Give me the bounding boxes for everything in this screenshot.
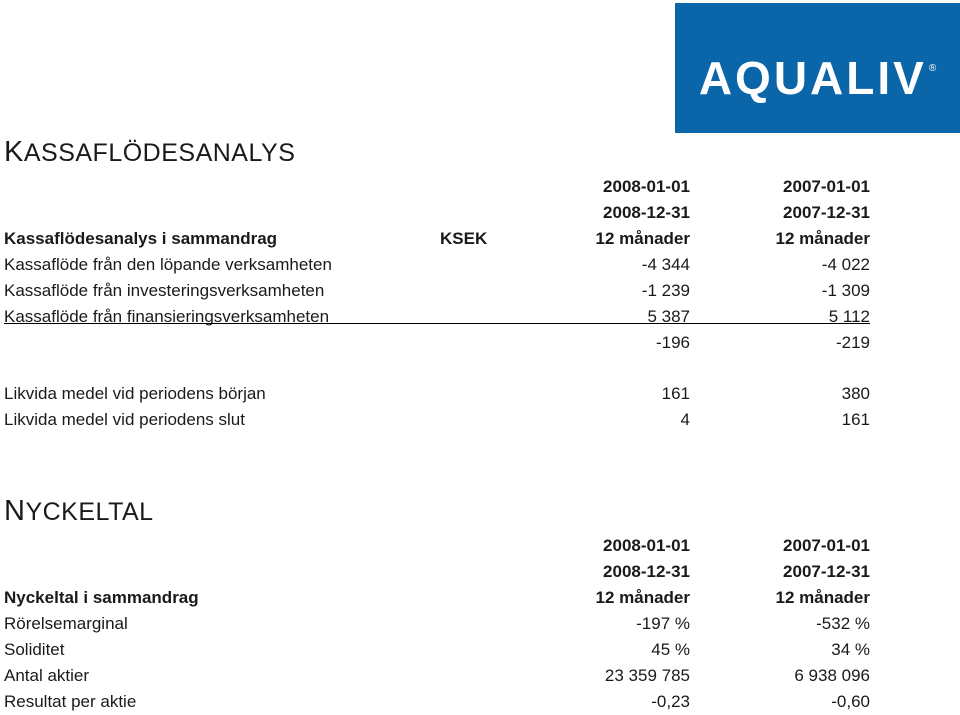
period-end-2007: 2007-12-31 — [783, 203, 870, 222]
logo-text: AQUALIV — [698, 52, 927, 104]
table-row: Likvida medel vid periodens slut 4 161 — [4, 410, 870, 429]
table-row: Resultat per aktie -0,23 -0,60 — [4, 692, 870, 711]
cashflow-period-end-row — [4, 200, 870, 225]
keyfigures-period-end-row — [4, 559, 870, 584]
sum-divider — [4, 323, 870, 324]
months-2008: 12 månader — [595, 588, 690, 607]
total-2008: -196 — [655, 333, 690, 352]
table-row: Rörelsemarginal -197 % -532 % — [4, 614, 870, 633]
keyfigures-period-start-row — [4, 533, 870, 558]
table-row: Antal aktier 23 359 785 6 938 096 — [4, 666, 870, 685]
months-2007: 12 månader — [775, 588, 870, 607]
period-start-2008: 2008-01-01 — [603, 177, 690, 196]
table-row: Kassaflöde från den löpande verksamheten -4 344 -4 022 — [4, 255, 870, 274]
table-row: Kassaflöde från investeringsverksamheten -1 239 -1 309 — [4, 281, 870, 300]
aqualiv-logo — [675, 3, 960, 133]
cashflow-header-row — [4, 226, 870, 251]
period-start-2007: 2007-01-01 — [783, 536, 870, 555]
period-end-2007: 2007-12-31 — [783, 562, 870, 581]
table-row: Likvida medel vid periodens början 161 380 — [4, 384, 870, 403]
table-row: Soliditet 45 % 34 % — [4, 640, 870, 659]
months-2008: 12 månader — [595, 229, 690, 248]
cashflow-period-start-row — [4, 174, 870, 199]
period-end-2008: 2008-12-31 — [603, 203, 690, 222]
months-2007: 12 månader — [775, 229, 870, 248]
keyfigures-title: NYCKELTAL — [4, 495, 154, 527]
keyfigures-summary-label: Nyckeltal i sammandrag — [4, 588, 199, 607]
total-2007: -219 — [835, 333, 870, 352]
period-end-2008: 2008-12-31 — [603, 562, 690, 581]
cashflow-summary-label: Kassaflödesanalys i sammandrag — [4, 229, 278, 248]
period-start-2007: 2007-01-01 — [783, 177, 870, 196]
unit-label: KSEK — [440, 229, 488, 248]
keyfigures-header-row — [4, 585, 870, 610]
total-row — [4, 330, 870, 355]
period-start-2008: 2008-01-01 — [603, 536, 690, 555]
logo-registered-mark: ® — [928, 62, 937, 74]
cashflow-title: KASSAFLÖDESANALYS — [4, 136, 296, 168]
table-row: Kassaflöde från finansieringsverksamheten 5 387 5 112 — [4, 307, 870, 326]
